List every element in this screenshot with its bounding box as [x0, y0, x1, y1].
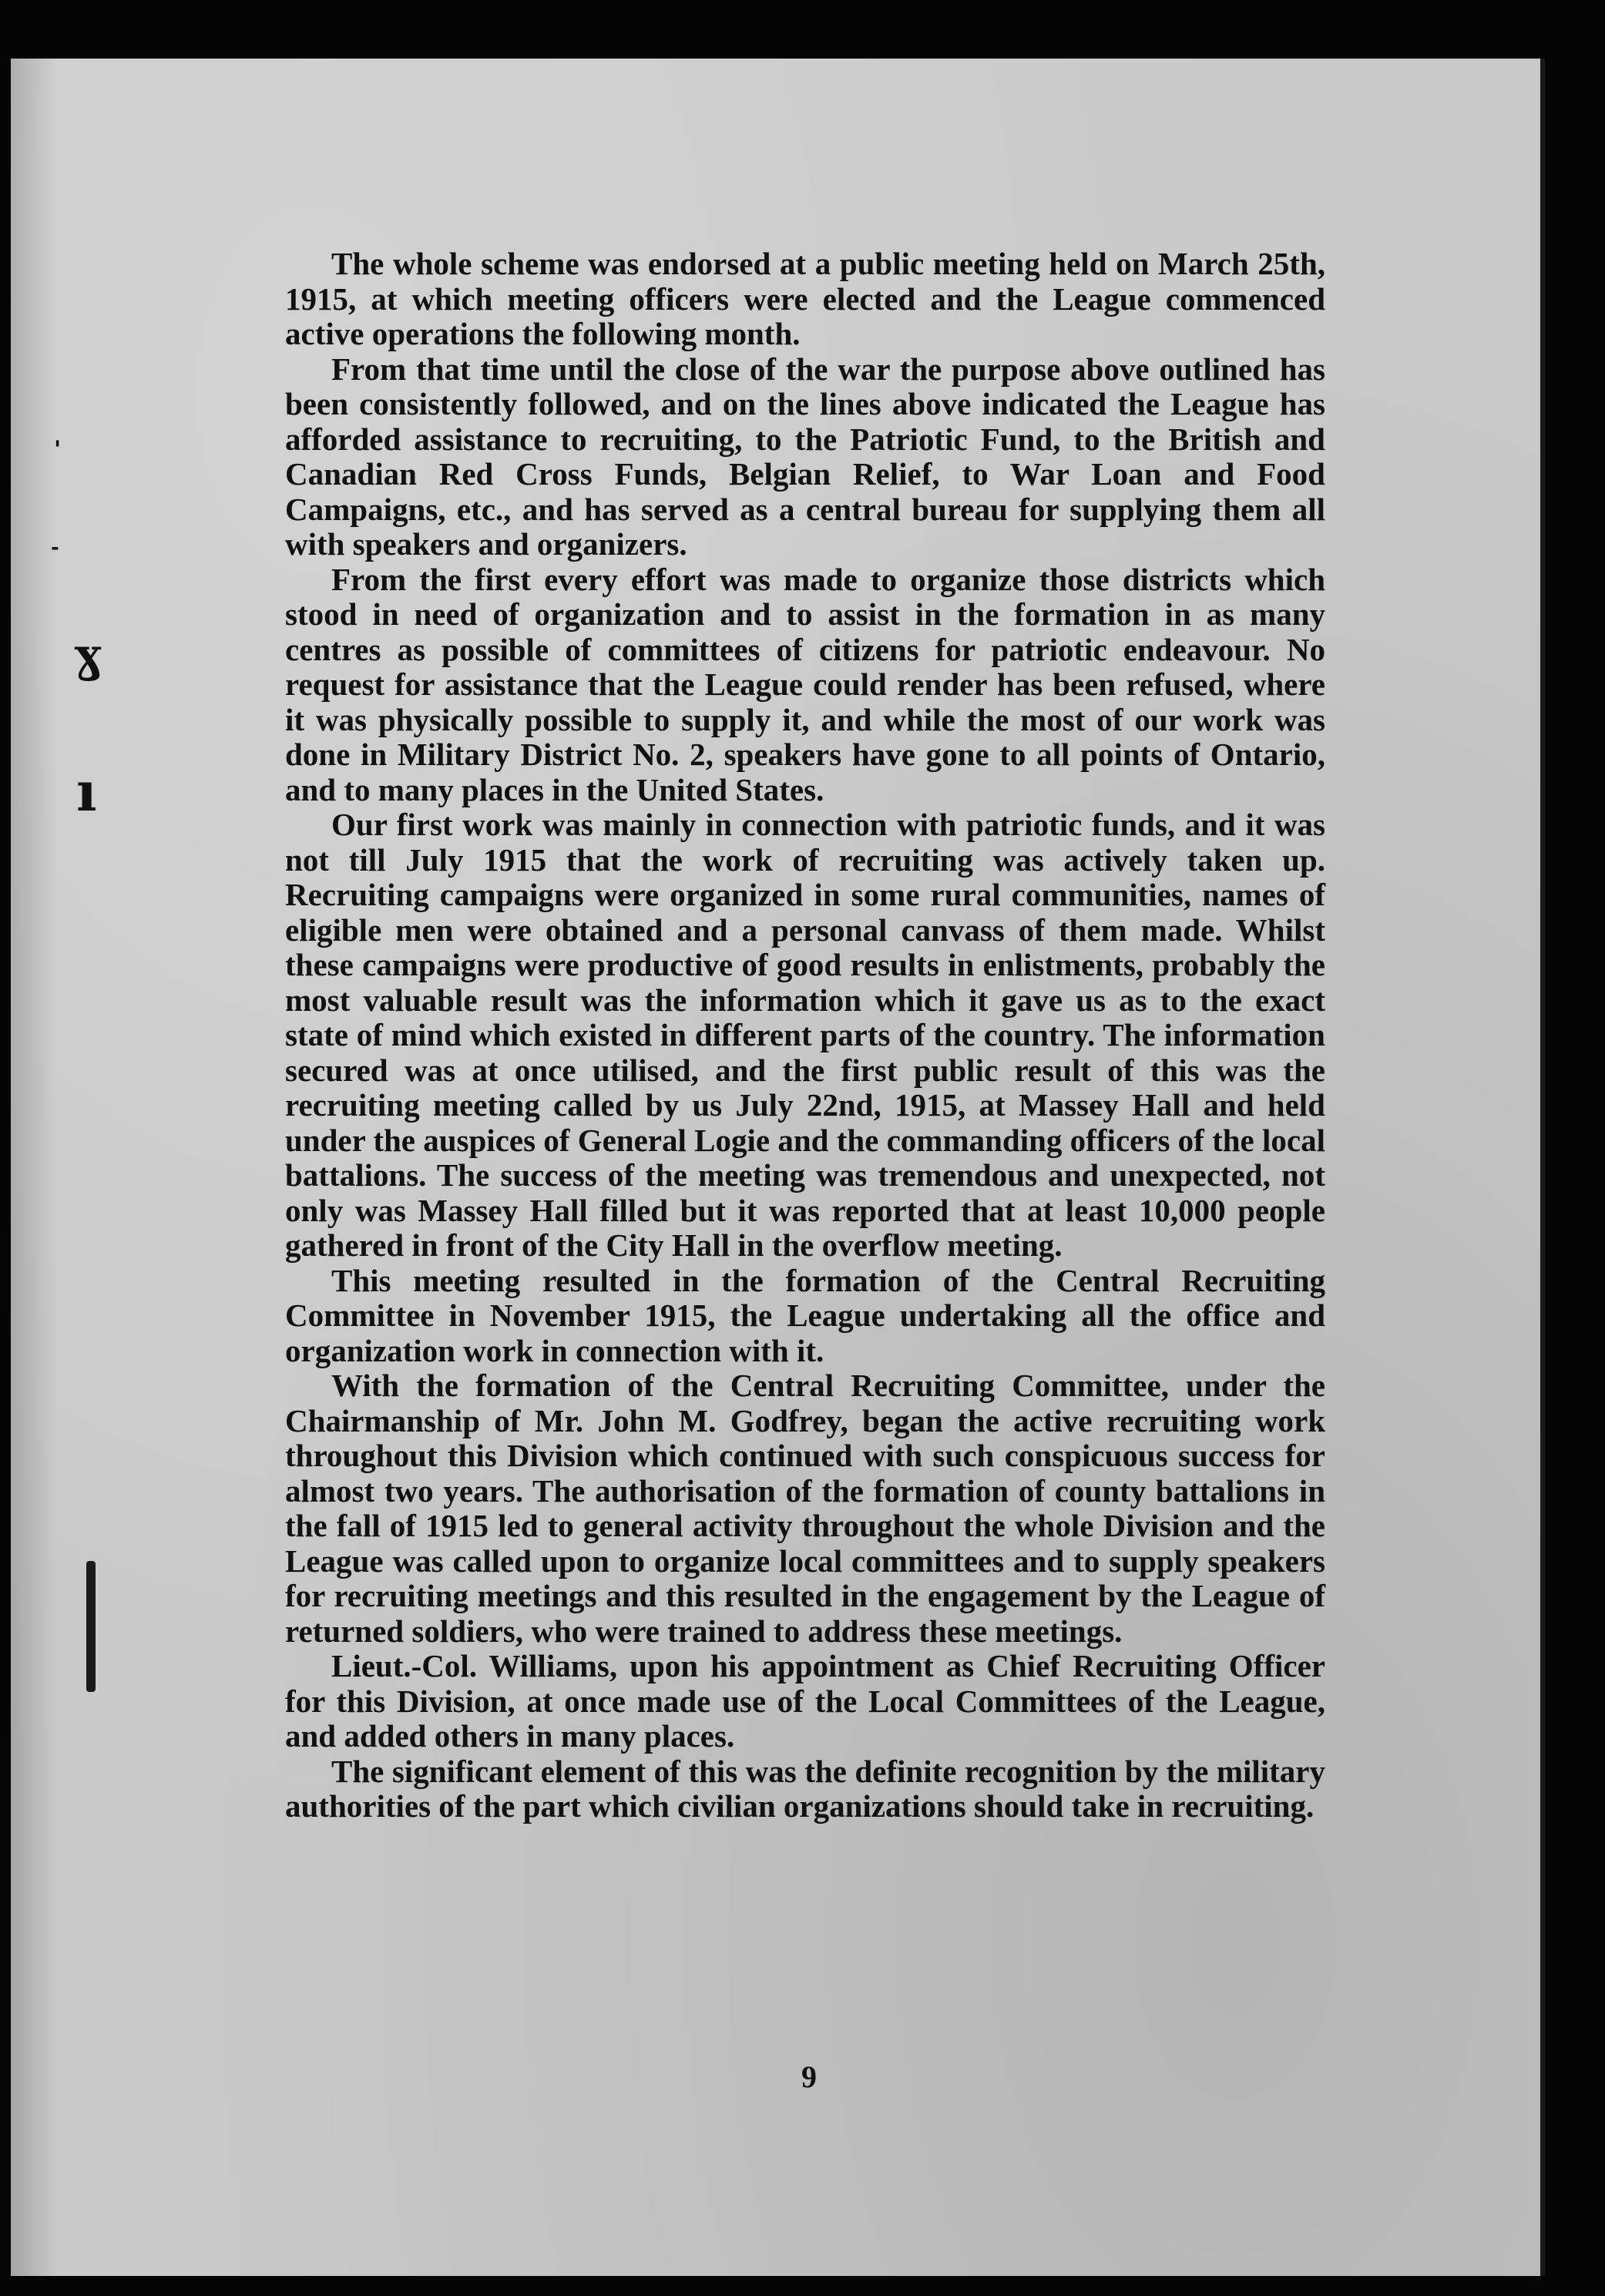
paragraph: The significant element of this was the definite recognition by the military authorities of the part which civilian organizations should take in recruiting. — [285, 1753, 1325, 1824]
paragraph: From that time until the close of the war the purpose above outlined has been consistently followed, and on the lines above indicated the League has afforded assistance to recruiting, to the Patriotic Fund, to the British and Canadian Red Cross Funds, Belgian Relief, to War Loan and Food Campaigns, etc., and has served as a central bureau for supplying them all with speakers and organizers. — [285, 351, 1325, 562]
body-text — [285, 247, 1325, 1824]
page-number: 9 — [801, 2059, 817, 2094]
margin-mark: ı — [76, 760, 97, 824]
margin-mark: ɣ — [74, 629, 102, 683]
paragraph: The whole scheme was endorsed at a public meeting held on March 25th, 1915, at which meeting officers were elected and the League commenced active operations the following month. — [285, 246, 1325, 351]
paragraph: Our first work was mainly in connection with patriotic funds, and it was not till July 1915 that the work of recruiting was actively taken up. Recruiting campaigns were organized in some rural communities, names of eligible men were obtained and a personal canvass of them made. Whilst these campaigns were productive of good results in enlistments, probably the most valuable result was the information which it gave us as to the exact state of mind which existed in different parts of the country. The information secured was at once utilised, and the first public result of this was the recruiting meeting called by us July 22nd, 1915, at Massey Hall and held under the auspices of General Logie and the commanding officers of the local battalions. The success of the meeting was tremendous and unexpected, not only was Massey Hall filled but it was reported that at least 10,000 people gathered in front of the City Hall in the overflow meeting. — [285, 807, 1325, 1263]
margin-mark: - — [51, 536, 59, 559]
margin-bracket-mark — [86, 1561, 96, 1692]
paragraph: Lieut.-Col. Williams, upon his appointment as Chief Recruiting Officer for this Division, at once made use of the Local Committees of the League, and added others in many places. — [285, 1648, 1325, 1754]
paragraph: From the first every effort was made to organize those districts which stood in need of organization and to assist in the formation in as many centres as possible of committees of citizens for patriotic endeavour. No request for assistance that the League could render has been refused, where it was physically possible to supply it, and while the most of our work was done in Military District No. 2, speakers have gone to all points of Ontario, and to many places in the United States. — [285, 561, 1325, 807]
margin-mark: ' — [54, 436, 62, 463]
paragraph: With the formation of the Central Recruiting Committee, under the Chairmanship of Mr. John M. Godfrey, began the active recruiting work throughout this Division which continued with such conspicuous success for almost two years. The authorisation of the formation of county battalions in the fall of 1915 led to general activity throughout the whole Division and the League was called upon to organize local committees and to supply speakers for recruiting meetings and this resulted in the engagement by the League of returned soldiers, who were trained to address these meetings. — [285, 1368, 1325, 1649]
paragraph: This meeting resulted in the formation of the Central Recruiting Committee in November 1915, the League undertaking all the office and organization work in connection with it. — [285, 1262, 1325, 1368]
